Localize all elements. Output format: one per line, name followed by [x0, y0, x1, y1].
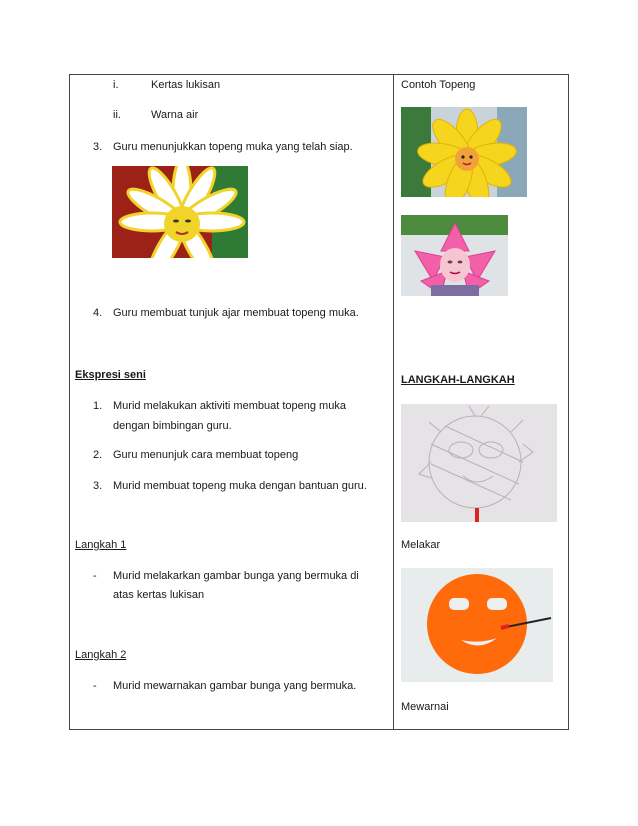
langkah-langkah-heading: LANGKAH-LANGKAH — [401, 374, 515, 386]
lesson-table — [69, 74, 569, 730]
sunflower-mask-photo — [112, 166, 248, 258]
langkah-2-heading: Langkah 2 — [75, 649, 127, 661]
item-i-num: i. — [113, 79, 119, 91]
ekspresi-2-text: Guru menunjuk cara membuat topeng — [113, 449, 299, 461]
ekspresi-3-num: 3. — [93, 480, 103, 492]
step3-text: Guru menunjukkan topeng muka yang telah siap. — [113, 141, 353, 153]
mewarnai-label: Mewarnai — [401, 701, 449, 713]
melakar-label: Melakar — [401, 539, 441, 551]
item-i-text: Kertas lukisan — [151, 79, 221, 91]
ekspresi-1-line1: Murid melakukan aktiviti membuat topeng muka — [113, 400, 346, 412]
item-ii-text: Warna air — [151, 109, 199, 121]
ekspresi-2-num: 2. — [93, 449, 103, 461]
ekspresi-3-text: Murid membuat topeng muka dengan bantuan guru. — [113, 480, 367, 492]
sketch-mask-photo — [401, 404, 557, 522]
langkah-1-bullet: - — [93, 570, 97, 582]
ekspresi-seni-heading: Ekspresi seni — [75, 369, 146, 381]
ekspresi-1-line2: dengan bimbingan guru. — [113, 420, 232, 432]
item-ii-num: ii. — [113, 109, 121, 121]
langkah-1-line2: atas kertas lukisan — [113, 589, 205, 601]
column-divider — [393, 75, 394, 729]
yellow-flower-mask-photo — [401, 107, 527, 197]
step3-num: 3. — [93, 141, 103, 153]
orange-mask-photo — [401, 568, 553, 682]
langkah-1-line1: Murid melakarkan gambar bunga yang bermuka di — [113, 570, 359, 582]
step4-text: Guru membuat tunjuk ajar membuat topeng muka. — [113, 307, 359, 319]
step4-num: 4. — [93, 307, 103, 319]
langkah-1-heading: Langkah 1 — [75, 539, 127, 551]
langkah-2-bullet: - — [93, 680, 97, 692]
pink-flower-mask-photo — [401, 215, 508, 296]
langkah-2-text: Murid mewarnakan gambar bunga yang bermuka. — [113, 680, 357, 692]
contoh-topeng-label: Contoh Topeng — [401, 79, 476, 91]
ekspresi-1-num: 1. — [93, 400, 103, 412]
